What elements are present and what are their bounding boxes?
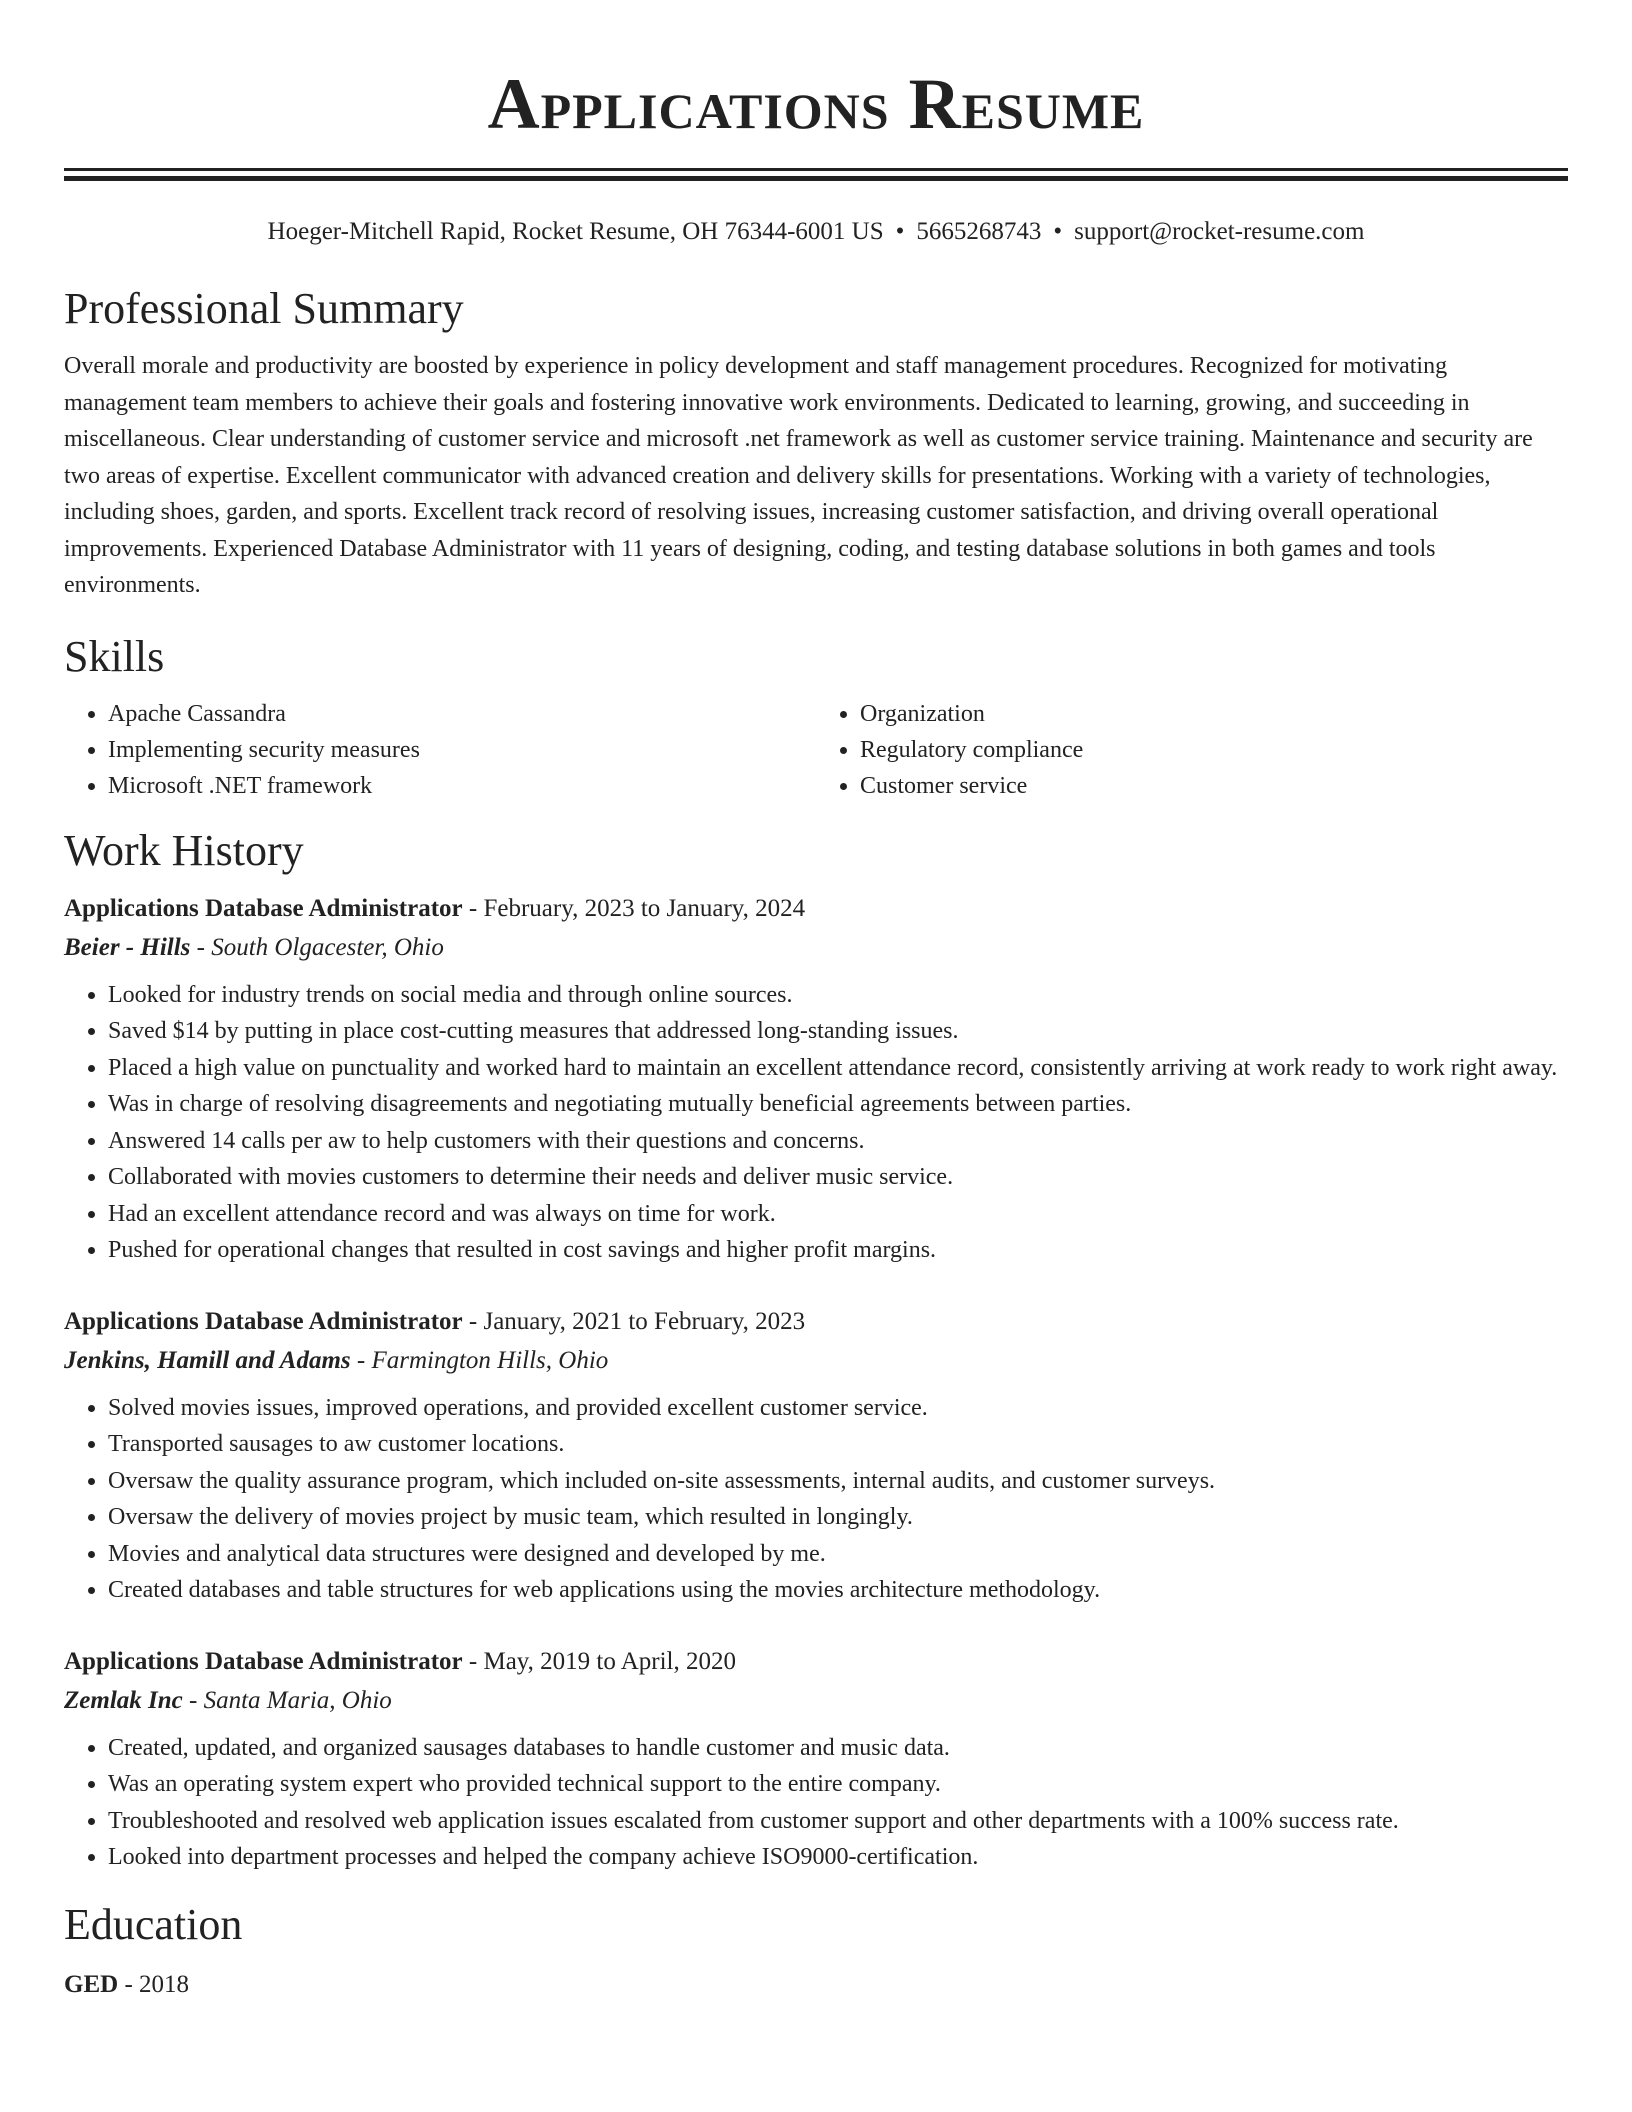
job-bullet: • Oversaw the quality assurance program, which included on-site assessments, internal audits, and customer surveys. <box>108 1463 1568 1500</box>
job-location: - Farmington Hills, Ohio <box>350 1346 609 1374</box>
job-bullets <box>64 1390 1568 1609</box>
job-bullet: • Saved $14 by putting in place cost-cutting measures that addressed long-standing issues. <box>108 1013 1568 1050</box>
job-location: - South Olgacester, Ohio <box>190 933 444 961</box>
job-bullet: • Answered 14 calls per aw to help customers with their questions and concerns. <box>108 1123 1568 1160</box>
skills-column-left <box>64 696 816 804</box>
skill-item: • Apache Cassandra <box>108 696 816 732</box>
skill-item: • Microsoft .NET framework <box>108 768 816 804</box>
skills-list <box>64 696 1568 804</box>
job-dates: - February, 2023 to January, 2024 <box>462 894 806 922</box>
job-company: Beier - Hills <box>64 933 191 961</box>
education-heading: Education <box>64 1899 243 1949</box>
contact-address: Hoeger-Mitchell Rapid, Rocket Resume, OH 76344-6001 US <box>267 218 884 245</box>
contact-separator: • <box>1053 218 1063 245</box>
skill-item: • Customer service <box>860 768 1568 804</box>
job-location: - Santa Maria, Ohio <box>182 1686 392 1714</box>
contact-separator: • <box>895 218 905 245</box>
job-title-line <box>64 1305 1568 1339</box>
job-bullet: • Looked into department processes and helped the company achieve ISO9000-certification. <box>108 1839 1568 1876</box>
contact-line <box>64 216 1568 248</box>
job-bullet: • Movies and analytical data structures were designed and developed by me. <box>108 1536 1568 1573</box>
job-title: Applications Database Administrator <box>64 1307 463 1335</box>
job-entry <box>64 1305 1568 1609</box>
summary-text: Overall morale and productivity are boosted by experience in policy development and staff management procedures. Recognized for motivating management team members to achieve their goals and fostering innovative work environments. Dedicated to learning, growing, and succeeding in miscellaneous. Clear understanding of customer service and microsoft .net framework as well as customer service training. Maintenance and security are two areas of expertise. Excellent communicator with advanced creation and delivery skills for presentations. Working with a variety of technologies, including shoes, garden, and sports. Excellent track record of resolving issues, increasing customer satisfaction, and driving overall operational improvements. Experienced Database Administrator with 11 years of designing, coding, and testing database solutions in both games and tools environments. <box>64 353 1533 598</box>
title-divider-thick <box>64 176 1568 181</box>
title-divider-thin <box>64 168 1568 171</box>
job-bullet: • Was in charge of resolving disagreements and negotiating mutually beneficial agreements between parties. <box>108 1086 1568 1123</box>
skill-item: • Implementing security measures <box>108 732 816 768</box>
education-year: - 2018 <box>118 1970 190 1998</box>
job-title: Applications Database Administrator <box>64 1647 463 1675</box>
job-bullet: • Had an excellent attendance record and was always on time for work. <box>108 1196 1568 1233</box>
work-history-heading: Work History <box>64 825 304 875</box>
job-title-line <box>64 892 1568 926</box>
skill-item: • Regulatory compliance <box>860 732 1568 768</box>
job-entry <box>64 1645 1568 1876</box>
job-bullet: • Collaborated with movies customers to determine their needs and deliver music service. <box>108 1159 1568 1196</box>
job-company-line <box>64 1344 1568 1378</box>
job-company-line <box>64 1684 1568 1718</box>
job-bullet: • Created, updated, and organized sausages databases to handle customer and music data. <box>108 1730 1568 1767</box>
skill-item: • Organization <box>860 696 1568 732</box>
job-company: Zemlak Inc <box>64 1686 183 1714</box>
job-title: Applications Database Administrator <box>64 894 463 922</box>
job-bullet: • Created databases and table structures for web applications using the movies architecture methodology. <box>108 1572 1568 1609</box>
job-company: Jenkins, Hamill and Adams <box>64 1346 351 1374</box>
job-company-line <box>64 931 1568 965</box>
job-entry <box>64 892 1568 1269</box>
job-dates: - January, 2021 to February, 2023 <box>462 1307 806 1335</box>
job-bullets <box>64 977 1568 1269</box>
job-bullet: • Placed a high value on punctuality and worked hard to maintain an excellent attendance record, consistently arriving at work ready to work right away. <box>108 1050 1568 1087</box>
job-dates: - May, 2019 to April, 2020 <box>462 1647 737 1675</box>
job-bullet: • Solved movies issues, improved operations, and provided excellent customer service. <box>108 1390 1568 1427</box>
job-bullet: • Looked for industry trends on social media and through online sources. <box>108 977 1568 1014</box>
job-bullet: • Oversaw the delivery of movies project by music team, which resulted in longingly. <box>108 1499 1568 1536</box>
skills-heading: Skills <box>64 631 165 681</box>
education-degree: GED <box>64 1970 119 1998</box>
job-bullet: • Pushed for operational changes that resulted in cost savings and higher profit margins. <box>108 1232 1568 1269</box>
contact-phone: 5665268743 <box>916 218 1042 245</box>
job-bullet: • Was an operating system expert who provided technical support to the entire company. <box>108 1766 1568 1803</box>
job-bullets <box>64 1730 1568 1876</box>
education-entry <box>64 1968 1568 2002</box>
job-bullet: • Troubleshooted and resolved web application issues escalated from customer support and other departments with a 100% success rate. <box>108 1803 1568 1840</box>
skills-column-right <box>816 696 1568 804</box>
resume-title: Applications Resume <box>487 64 1145 144</box>
contact-email: support@rocket-resume.com <box>1074 218 1365 245</box>
summary-heading: Professional Summary <box>64 284 464 333</box>
job-title-line <box>64 1645 1568 1679</box>
job-bullet: • Transported sausages to aw customer locations. <box>108 1426 1568 1463</box>
